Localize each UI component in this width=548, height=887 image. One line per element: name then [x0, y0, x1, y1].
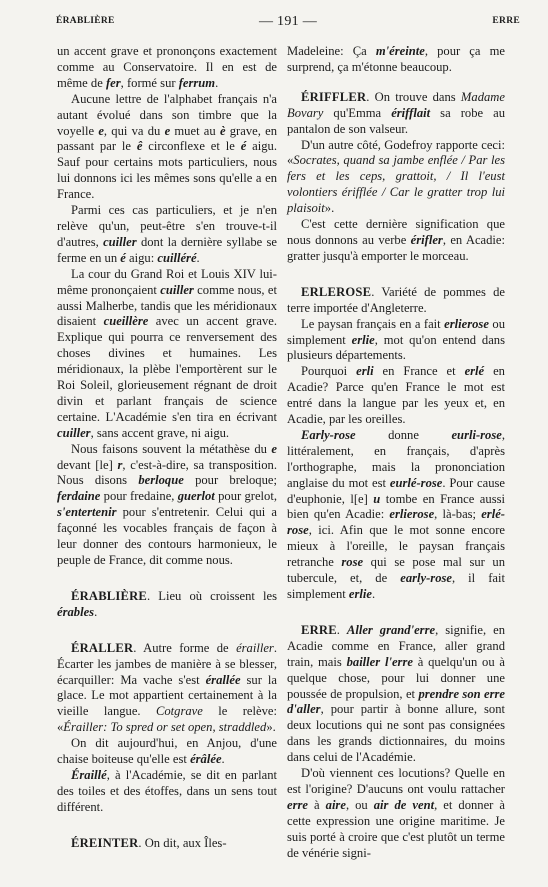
running-header — [56, 14, 520, 32]
text-run: . — [196, 250, 200, 265]
text-run: , ou — [345, 797, 374, 812]
emphasized-term: s'entertenir — [57, 505, 117, 520]
text-run: en Acadie? Parce qu'en France le mot est entré dans la langue par les yeux et, en Acadie, par les oreilles. — [287, 364, 505, 427]
text-run: ». — [324, 201, 335, 216]
text-run: , mot qu'on entend dans plusieurs départements. — [287, 332, 505, 363]
text-run: à quelqu'un ou à quelque chose, pour lui donner une poussée de propulsion, et — [287, 654, 506, 701]
text-run: en France et — [373, 364, 465, 379]
emphasized-term: erre — [287, 797, 308, 812]
paragraph — [287, 217, 505, 265]
text-run: sur la glace. Le mot appartient certainement à la vieille langue. — [57, 672, 277, 719]
emphasized-term: cuiller — [160, 282, 194, 297]
emphasized-term: é — [240, 139, 247, 154]
text-run: , formé sur — [120, 75, 179, 90]
text-run: sa robe au pantalon de son valseur. — [287, 105, 505, 136]
italic-text: érailler — [236, 640, 274, 655]
text-run: Aucune lettre de l'alphabet français n'a autant évolué dans son timbre que la voyelle — [57, 91, 277, 138]
paragraph — [57, 442, 277, 569]
emphasized-term: erlie — [351, 332, 375, 347]
emphasized-term-wrap — [356, 364, 374, 378]
right-column — [287, 44, 505, 862]
text-run: qu'Emma — [323, 105, 392, 120]
text-run: dont la dernière syllabe se ferme en un — [57, 234, 277, 265]
text-run: . On dit, aux Îles- — [138, 835, 227, 850]
emphasized-term-wrap — [138, 473, 183, 487]
emphasized-term: u — [373, 491, 381, 506]
text-run: circonflexe et le — [142, 139, 241, 154]
emphasized-term: erlierose — [444, 316, 489, 331]
emphasized-term: erli — [356, 364, 374, 379]
emphasized-term: early-rose — [400, 571, 452, 586]
text-run: qui se pose mal sur un tubercule, et, de — [287, 555, 505, 586]
text-run: pour s'entretenir. Celui qui a façonné les vocables français de façon à leur donner des contours harmonieux, le peuple de France, dit comme nous. — [57, 505, 277, 567]
text-run: Madeleine: Ça — [287, 44, 376, 58]
text-run: le relève: « — [57, 704, 277, 735]
emphasized-term-wrap — [157, 251, 196, 265]
text-run: . — [94, 604, 98, 619]
text-run: , en Acadie: gratter jusqu'à emporter le morceau. — [287, 232, 506, 263]
italic-text: Cotgrave — [155, 704, 203, 719]
emphasized-term: Early-rose — [301, 427, 356, 442]
emphasized-term: è — [219, 123, 226, 138]
text-run: aigu. Sauf pour certains mots particuliers, nous lui donnons ici les mêmes sons qu'elle a en France. — [57, 139, 277, 202]
paragraph — [287, 44, 505, 76]
emphasized-term-wrap — [106, 76, 121, 90]
paragraph — [57, 44, 277, 92]
emphasized-term-wrap — [57, 605, 94, 619]
text-run: Pourquoi — [301, 364, 357, 379]
text-run: . Variété de pommes de terre importée d'Angleterre. — [287, 284, 505, 315]
entry-headword: ERLEROSE — [301, 284, 372, 299]
text-run: , pour partir à bonne allure, sont deux locutions qui ne sont pas consignées dans les grands dictionnaires, du moins dans celui de l'Académie. — [287, 702, 505, 765]
entry-erabliere — [57, 589, 277, 621]
text-run: , à l'Académie, se dit en parlant des toiles et des étoffes, dans un sens tout différent. — [57, 767, 277, 814]
emphasized-term-wrap — [389, 507, 434, 521]
paragraph — [287, 428, 505, 603]
emphasized-term: érables — [57, 604, 95, 619]
text-run: Le paysan français en a fait — [301, 316, 445, 331]
text-run: . — [336, 622, 347, 637]
header-right-word: ERRE — [492, 16, 520, 26]
emphasized-term-wrap — [326, 798, 346, 812]
emphasized-term-wrap — [465, 364, 485, 378]
entry-ereinter — [57, 836, 277, 852]
emphasized-term-wrap — [57, 426, 91, 440]
emphasized-term-wrap — [444, 317, 489, 331]
text-run: pour breloque; — [183, 473, 277, 488]
emphasized-term-wrap — [103, 235, 137, 249]
text-run: . On trouve dans — [366, 89, 461, 104]
emphasized-term-wrap — [390, 476, 442, 490]
emphasized-term: erlierose — [389, 507, 435, 522]
text-run: ». — [266, 720, 276, 735]
emphasized-term-wrap — [57, 489, 100, 503]
emphasized-term-wrap — [271, 442, 277, 456]
entry-headword: ERRE — [301, 622, 337, 637]
emphasized-term: fer — [105, 75, 121, 90]
text-run: , signifie, en Acadie comme en France, aller grand train, mais — [287, 622, 505, 669]
text-run: , et donner à cette expression une origine maritime. Je suis porté à croire que c'est plutôt un terme de vénérie signi- — [287, 797, 505, 860]
entry-headword: ÉREINTER — [71, 835, 139, 850]
text-run: . Lieu où croissent les — [147, 588, 277, 603]
emphasized-term: cuiller — [103, 234, 137, 249]
emphasized-term: érâlée — [190, 752, 222, 767]
entry-headword: ÉRALLER — [71, 640, 134, 655]
emphasized-term: cueillère — [103, 314, 149, 329]
text-run: , là-bas; — [434, 507, 482, 522]
emphasized-term-wrap — [400, 571, 452, 585]
text-run: , ici. Afin que le mot sonne encore mieux à l'oreille, le paysan français retranche — [287, 523, 505, 570]
emphasized-term-wrap — [347, 623, 435, 637]
entry-headword: ÉRIFFLER — [301, 89, 367, 104]
emphasized-term: eurli-rose — [451, 427, 502, 442]
emphasized-term: é — [120, 250, 126, 265]
italic-text: Madame Bovary — [287, 89, 505, 120]
left-column — [57, 44, 277, 852]
text-run: On dit aujourd'hui, en Anjou, d'une chaise boiteuse qu'elle est — [57, 736, 277, 767]
text-run: Parmi ces cas particuliers, et je n'en relève qu'un, peut-être s'en trouve-t-il d'autres, — [57, 203, 277, 249]
emphasized-term: érifflait — [391, 105, 431, 120]
text-run: ou simplement — [287, 316, 505, 347]
emphasized-term: Aller grand'erre — [346, 622, 436, 637]
emphasized-term: eurlé-rose — [389, 475, 443, 490]
text-run: à — [307, 797, 326, 812]
paragraph — [57, 92, 277, 203]
emphasized-term: e — [271, 441, 277, 456]
emphasized-term: érifler — [410, 232, 443, 247]
emphasized-term: cuiller — [57, 425, 91, 440]
text-run: , sans accent grave, ni aigu. — [90, 425, 230, 440]
emphasized-term-wrap — [411, 233, 443, 247]
emphasized-term-wrap — [374, 798, 434, 812]
emphasized-term: e — [98, 123, 104, 138]
emphasized-term: erlé — [464, 364, 485, 379]
text-run: C'est cette dernière signification que nous donnons au verbe — [287, 217, 505, 247]
emphasized-term-wrap — [352, 333, 375, 347]
entry-eraller — [57, 641, 277, 736]
text-run: pour fredaine, — [100, 489, 178, 504]
text-run: , il fait simplement — [287, 571, 505, 601]
text-run: un accent grave et prononçons exactement comme au Conservatoire. Il en est de même de — [57, 44, 277, 90]
text-run: donne — [355, 427, 452, 442]
entry-eriffler — [287, 90, 505, 138]
header-left-word: ÉRABLIÈRE — [56, 16, 115, 26]
text-run: . Autre forme de — [133, 640, 237, 655]
text-run: D'où viennent ces locutions? Quelle en est l'origine? D'aucuns ont voulu rattacher — [287, 766, 505, 796]
emphasized-term-wrap — [287, 798, 308, 812]
entry-erre — [287, 623, 505, 766]
emphasized-term: air de vent — [373, 797, 435, 812]
paragraph — [57, 267, 277, 442]
entry-erlerose — [287, 285, 505, 317]
emphasized-term: rose — [341, 555, 364, 570]
emphasized-term: prendre son erre d'aller — [287, 686, 506, 717]
emphasized-term-wrap — [349, 587, 372, 601]
emphasized-term-wrap — [178, 489, 215, 503]
emphasized-term: bailler l'erre — [346, 654, 413, 669]
text-run: , littéralement, en français, d'après l'orthographe, mais la prononciation anglaise du mot est — [287, 427, 505, 490]
emphasized-term: e — [164, 123, 171, 138]
text-run: . — [221, 752, 225, 767]
page-number: — 191 — — [258, 14, 318, 29]
text-run: pour grelot, — [214, 489, 277, 504]
text-run: comme nous, et aussi Malherbe, tandis que les méridionaux disaient — [57, 282, 277, 329]
text-run: La cour du Grand Roi et Louis XIV lui-même prononçaient — [57, 266, 277, 297]
italic-text: Érailler: To spred or set open, straddled — [63, 720, 267, 735]
paragraph — [57, 736, 277, 768]
text-run: aigu: — [125, 250, 158, 265]
emphasized-term: ê — [136, 139, 143, 154]
text-run: . Pour cause d'euphonie, l[e] — [287, 475, 505, 506]
paragraph — [57, 768, 277, 816]
text-run: Nous faisons souvent la métathèse du — [71, 441, 272, 456]
text-run: grave, en passant par le — [57, 123, 277, 154]
emphasized-term: erlé-rose — [287, 507, 505, 538]
emphasized-term-wrap — [451, 428, 501, 442]
text-run: tombe en France aussi bien qu'en Acadie: — [287, 491, 505, 522]
entry-headword: ÉRABLIÈRE — [71, 588, 147, 603]
paragraph — [287, 138, 505, 218]
text-run: avec un accent grave. Explique qui pourra ce renversement des choses divines et humaines. Les méridionaux, la plèbe l'emportèrent sur le Roi Soleil, glorieusement régnant de droit divin et parlant français de science certaine. L'Académie s'en tira en écrivant — [57, 314, 277, 424]
text-run: , c'est-à-dire, sa transposition. Nous disons — [57, 457, 277, 488]
emphasized-term-wrap — [57, 505, 116, 519]
emphasized-term: m'éreinte — [375, 44, 425, 58]
emphasized-term: r — [117, 457, 123, 472]
emphasized-term: ferdaine — [57, 489, 101, 504]
text-run: , pour ça me surprend, ça m'étonne beaucoup. — [287, 44, 505, 74]
emphasized-term: guerlot — [177, 489, 215, 504]
italic-text: Socrates, quand sa jambe enflée / Par les fers et les ceps, grattoit, / Il l'eust volontiers érifflée / Car le gratter trop lui plaisoit — [287, 153, 505, 216]
emphasized-term-wrap — [179, 76, 215, 90]
text-run: muet au — [170, 123, 220, 138]
emphasized-term-wrap — [376, 44, 425, 58]
emphasized-term-wrap — [206, 673, 241, 687]
emphasized-term-wrap — [347, 655, 413, 669]
text-run: . — [372, 587, 376, 601]
text-run: devant [le] — [57, 457, 118, 472]
emphasized-term-wrap — [301, 428, 356, 442]
emphasized-term: aire — [325, 797, 346, 812]
paragraph — [287, 364, 505, 428]
emphasized-term-wrap — [341, 555, 363, 569]
text-run: D'un autre côté, Godefroy rapporte ceci: « — [287, 137, 505, 168]
paragraph — [57, 203, 277, 267]
emphasized-term-wrap — [104, 314, 149, 328]
emphasized-term-wrap — [160, 283, 194, 297]
paragraph — [287, 317, 505, 365]
emphasized-term: ferrum — [178, 75, 216, 90]
emphasized-term-wrap — [190, 752, 221, 766]
text-run: . Écarter les jambes de manière à se blesser, écarquiller: Ma vache s'est — [57, 640, 277, 687]
emphasized-term: berloque — [138, 473, 184, 488]
emphasized-term-wrap — [391, 106, 430, 120]
emphasized-term: érallée — [205, 672, 241, 687]
text-run: , qui va du — [103, 123, 165, 138]
emphasized-term: cuilléré — [157, 250, 197, 265]
emphasized-term-wrap — [71, 768, 107, 782]
text-run: . — [215, 75, 219, 90]
paragraph — [287, 766, 505, 861]
emphasized-term: Éraillé — [71, 767, 107, 782]
emphasized-term: erlie — [348, 587, 373, 601]
